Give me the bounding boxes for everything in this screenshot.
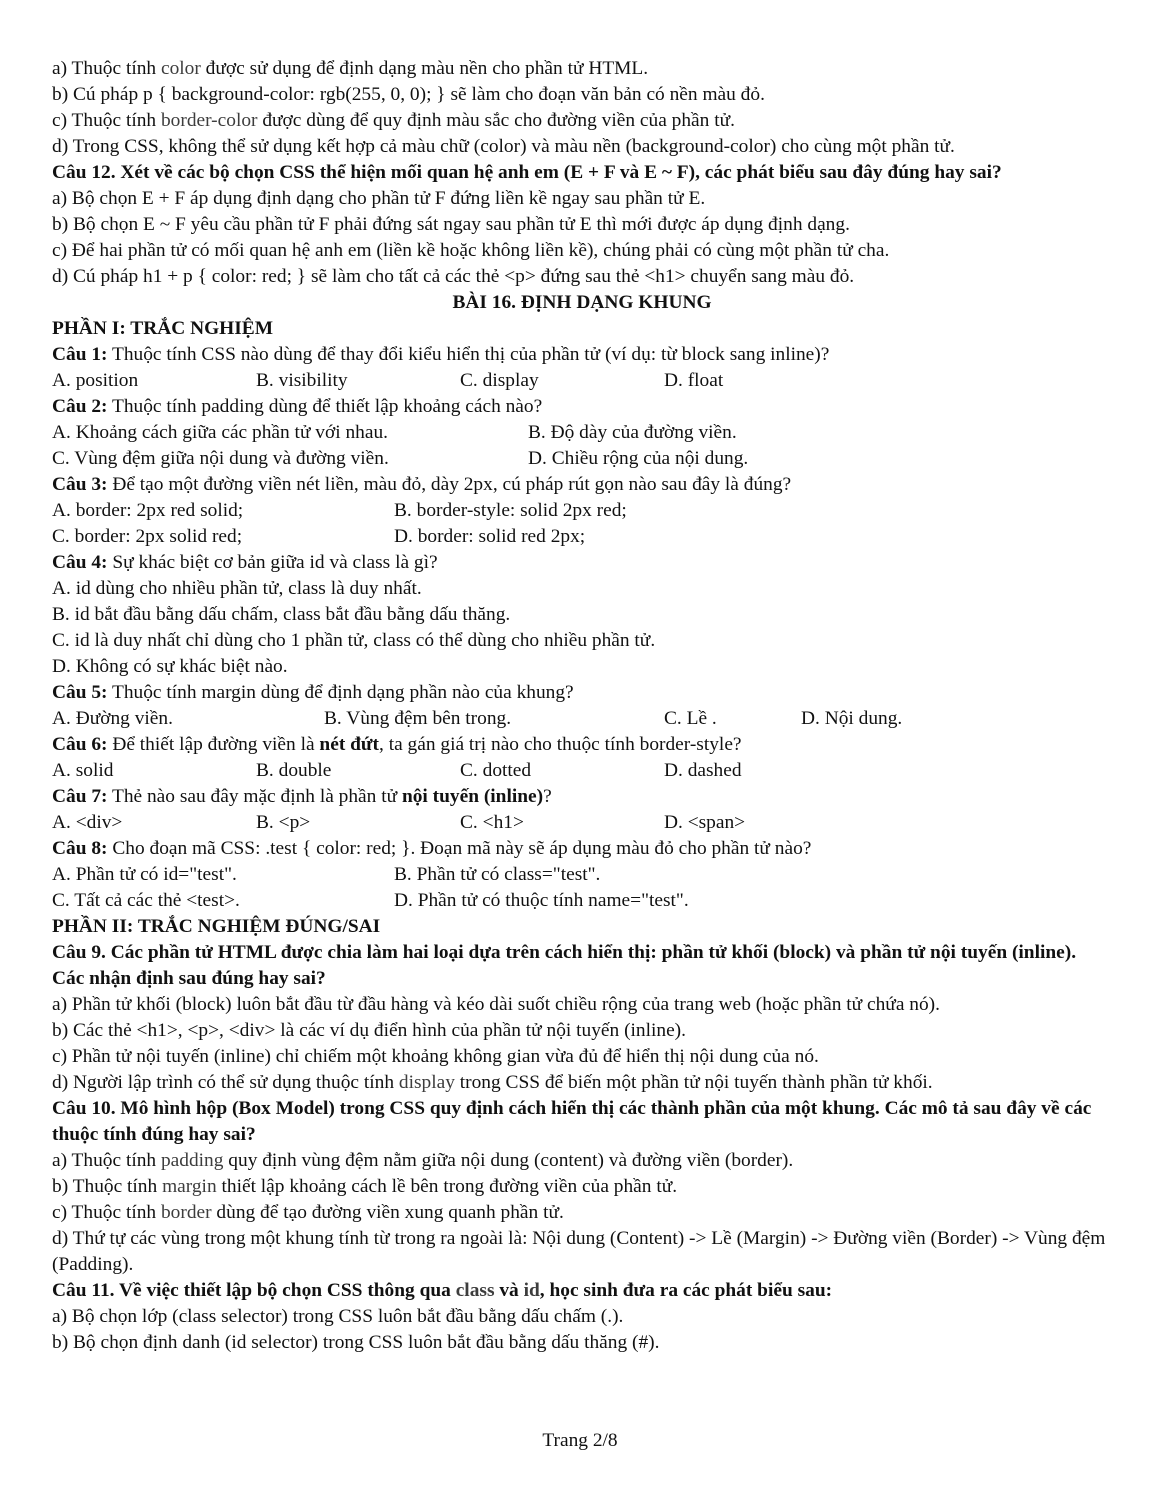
part-1-title: PHẦN I: TRẮC NGHIỆM [52,318,274,339]
question-7 [52,784,1112,810]
statement-d: d) Trong CSS, không thể sử dụng kết hợp cả màu chữ (color) và màu nền (background-color) cho cùng một phần tử. [52,136,955,157]
option-a: A. Đường viền. [52,708,173,729]
statement-d [52,1070,1112,1096]
question-text: Để tạo một đường viền nét liền, màu đỏ, dày 2px, cú pháp rút gọn nào sau đây là đúng? [107,474,792,495]
question-label: Câu 5: [52,682,108,703]
option-c: C. id là duy nhất chỉ dùng cho 1 phần tử, class có thể dùng cho nhiều phần tử. [52,630,656,651]
option-b: B. border-style: solid 2px red; [394,500,627,521]
statement-b: b) Cú pháp p { background-color: rgb(255, 0, 0); } sẽ làm cho đoạn văn bản có nền màu đỏ. [52,84,765,105]
title-text: và [494,1280,524,1301]
statement-b: b) Các thẻ <h1>, <p>, <div> là các ví dụ điển hình của phần tử nội tuyến (inline). [52,1020,686,1041]
option-b: B. id bắt đầu bằng dấu chấm, class bắt đầu bằng dấu thăng. [52,604,511,625]
option-a: A. position [52,370,139,391]
question-text: Để thiết lập đường viền là [107,734,320,755]
statement-a: a) Bộ chọn E + F áp dụng định dạng cho phần tử F đứng liền kề ngay sau phần tử E. [52,188,706,209]
option-c: C. display [460,370,539,391]
option-d: D. Nội dung. [801,708,903,729]
question-6 [52,732,1112,758]
option-b: B. Phần tử có class="test". [394,864,601,885]
question-text: ? [543,786,552,807]
statement-a: a) Thuộc tính color được sử dụng để định dạng màu nền cho phần tử HTML. [52,58,649,79]
question-text: Thuộc tính CSS nào dùng để thay đổi kiểu hiển thị của phần tử (ví dụ: từ block sang inline)? [107,344,830,365]
statement-a: a) Bộ chọn lớp (class selector) trong CSS luôn bắt đầu bằng dấu chấm (.). [52,1306,624,1327]
options-row [52,446,1112,472]
statement-text: d) Người lập trình có thể sử dụng thuộc tính [52,1072,399,1093]
statement-b: b) Bộ chọn định danh (id selector) trong CSS luôn bắt đầu bằng dấu thăng (#). [52,1332,660,1353]
question-10-title: Câu 10. Mô hình hộp (Box Model) trong CSS quy định cách hiển thị các thành phần của một khung. Các mô tả sau đây về các thuộc tính đúng hay sai? [52,1098,1092,1145]
question-9-title: Câu 9. Các phần tử HTML được chia làm hai loại dựa trên cách hiển thị: phần tử khối (block) và phần tử nội tuyến (inline). Các nhận định sau đúng hay sai? [52,942,1077,989]
option-a: A. border: 2px red solid; [52,500,244,521]
question-2 [52,394,1112,420]
question-text: Thuộc tính margin dùng để định dạng phần nào của khung? [107,682,574,703]
statement-a [52,1148,1112,1174]
option-a: A. Phần tử có id="test". [52,864,237,885]
statement-text: thiết lập khoảng cách lề bên trong đường viền của phần tử. [216,1176,678,1197]
option-d: D. border: solid red 2px; [394,526,586,547]
question-11-title [52,1278,1112,1304]
option-d: D. Không có sự khác biệt nào. [52,656,288,677]
code-term: display [398,1072,455,1093]
statement-text: quy định vùng đệm nằm giữa nội dung (content) và đường viền (border). [223,1150,794,1171]
options-row [52,368,1112,394]
statement-c: c) Thuộc tính border-color được dùng để quy định màu sắc cho đường viền của phần tử. [52,110,735,131]
question-12-title: Câu 12. Xét về các bộ chọn CSS thể hiện mối quan hệ anh em (E + F và E ~ F), các phát biểu sau đây đúng hay sai? [52,162,1002,183]
question-label: Câu 2: [52,396,108,417]
option-d: D. <span> [664,812,746,833]
statement-b [52,1174,1112,1200]
option-c: C. Vùng đệm giữa nội dung và đường viền. [52,448,389,469]
lesson-title: BÀI 16. ĐỊNH DẠNG KHUNG [452,292,712,313]
document-page [52,56,1112,1356]
code-term: class [455,1280,495,1301]
statement-d: d) Cú pháp h1 + p { color: red; } sẽ làm cho tất cả các thẻ <p> đứng sau thẻ <h1> chuyển sang màu đỏ. [52,266,855,287]
option-d: D. dashed [664,760,742,781]
statement-a: a) Phần tử khối (block) luôn bắt đầu từ đầu hàng và kéo dài suốt chiều rộng của trang web (hoặc phần tử chứa nó). [52,994,940,1015]
code-term: margin [162,1176,217,1197]
title-text: , học sinh đưa ra các phát biểu sau: [539,1280,833,1301]
option-d: D. Chiều rộng của nội dung. [528,448,749,469]
question-label: Câu 7: [52,786,108,807]
code-term: color [160,58,201,79]
emphasis: nét đứt [319,734,379,755]
option-d: D. Phần tử có thuộc tính name="test". [394,890,689,911]
page-number: Trang 2/8 [542,1430,618,1451]
option-b: B. Độ dày của đường viền. [528,422,737,443]
statement-text: b) Thuộc tính [52,1176,163,1197]
option-c: C. border: 2px solid red; [52,526,243,547]
option-c: C. <h1> [460,812,524,833]
options-row [52,888,1112,914]
statement-b: b) Bộ chọn E ~ F yêu cầu phần tử F phải đứng sát ngay sau phần tử E thì mới được áp dụng định dạng. [52,214,850,235]
option-b: B. <p> [256,812,311,833]
statement-text: a) Thuộc tính [52,1150,161,1171]
options-row [52,862,1112,888]
statement-c [52,1200,1112,1226]
option-b: B. double [256,760,332,781]
code-term: padding [160,1150,224,1171]
option-c: C. Lề . [664,708,717,729]
question-3 [52,472,1112,498]
option-b: B. visibility [256,370,348,391]
question-8 [52,836,1112,862]
options-row [52,810,1112,836]
option-a: A. id dùng cho nhiều phần tử, class là duy nhất. [52,578,422,599]
question-text: , ta gán giá trị nào cho thuộc tính border-style? [379,734,742,755]
question-5 [52,680,1112,706]
statement-c: c) Để hai phần tử có mối quan hệ anh em (liền kề hoặc không liền kề), chúng phải có cùng một phần tử cha. [52,240,890,261]
question-text: Thẻ nào sau đây mặc định là phần tử [107,786,402,807]
code-term: id [523,1280,540,1301]
part-2-title: PHẦN II: TRẮC NGHIỆM ĐÚNG/SAI [52,916,381,937]
question-label: Câu 6: [52,734,108,755]
options-row [52,524,1112,550]
question-label: Câu 4: [52,552,108,573]
statement-text: dùng để tạo đường viền xung quanh phần tử. [211,1202,564,1223]
option-a: A. solid [52,760,114,781]
options-row [52,420,1112,446]
options-row [52,498,1112,524]
question-text: Cho đoạn mã CSS: .test { color: red; }. Đoạn mã này sẽ áp dụng màu đỏ cho phần tử nào? [107,838,812,859]
question-label: Câu 1: [52,344,108,365]
code-term: border [160,1202,212,1223]
option-a: A. <div> [52,812,123,833]
option-c: C. Tất cả các thẻ <test>. [52,890,240,911]
options-row [52,758,1112,784]
title-text: Câu 11. Về việc thiết lập bộ chọn CSS thông qua [52,1280,456,1301]
statement-d: d) Thứ tự các vùng trong một khung tính từ trong ra ngoài là: Nội dung (Content) -> Lề (Margin) -> Đường viền (Border) -> Vùng đệm (Padding). [52,1228,1106,1275]
statement-c: c) Phần tử nội tuyến (inline) chỉ chiếm một khoảng không gian vừa đủ để hiển thị nội dung của nó. [52,1046,819,1067]
statement-text: trong CSS để biến một phần tử nội tuyến thành phần tử khối. [454,1072,933,1093]
question-label: Câu 3: [52,474,108,495]
option-a: A. Khoảng cách giữa các phần tử với nhau. [52,422,389,443]
option-c: C. dotted [460,760,532,781]
options-row [52,706,1112,732]
question-text: Sự khác biệt cơ bản giữa id và class là gì? [107,552,438,573]
question-text: Thuộc tính padding dùng để thiết lập khoảng cách nào? [107,396,543,417]
option-d: D. float [664,370,724,391]
option-b: B. Vùng đệm bên trong. [324,708,512,729]
question-1 [52,342,1112,368]
statement-text: c) Thuộc tính [52,1202,161,1223]
code-term: border-color [160,110,258,131]
question-label: Câu 8: [52,838,108,859]
question-4 [52,550,1112,576]
emphasis: nội tuyến (inline) [401,786,544,807]
